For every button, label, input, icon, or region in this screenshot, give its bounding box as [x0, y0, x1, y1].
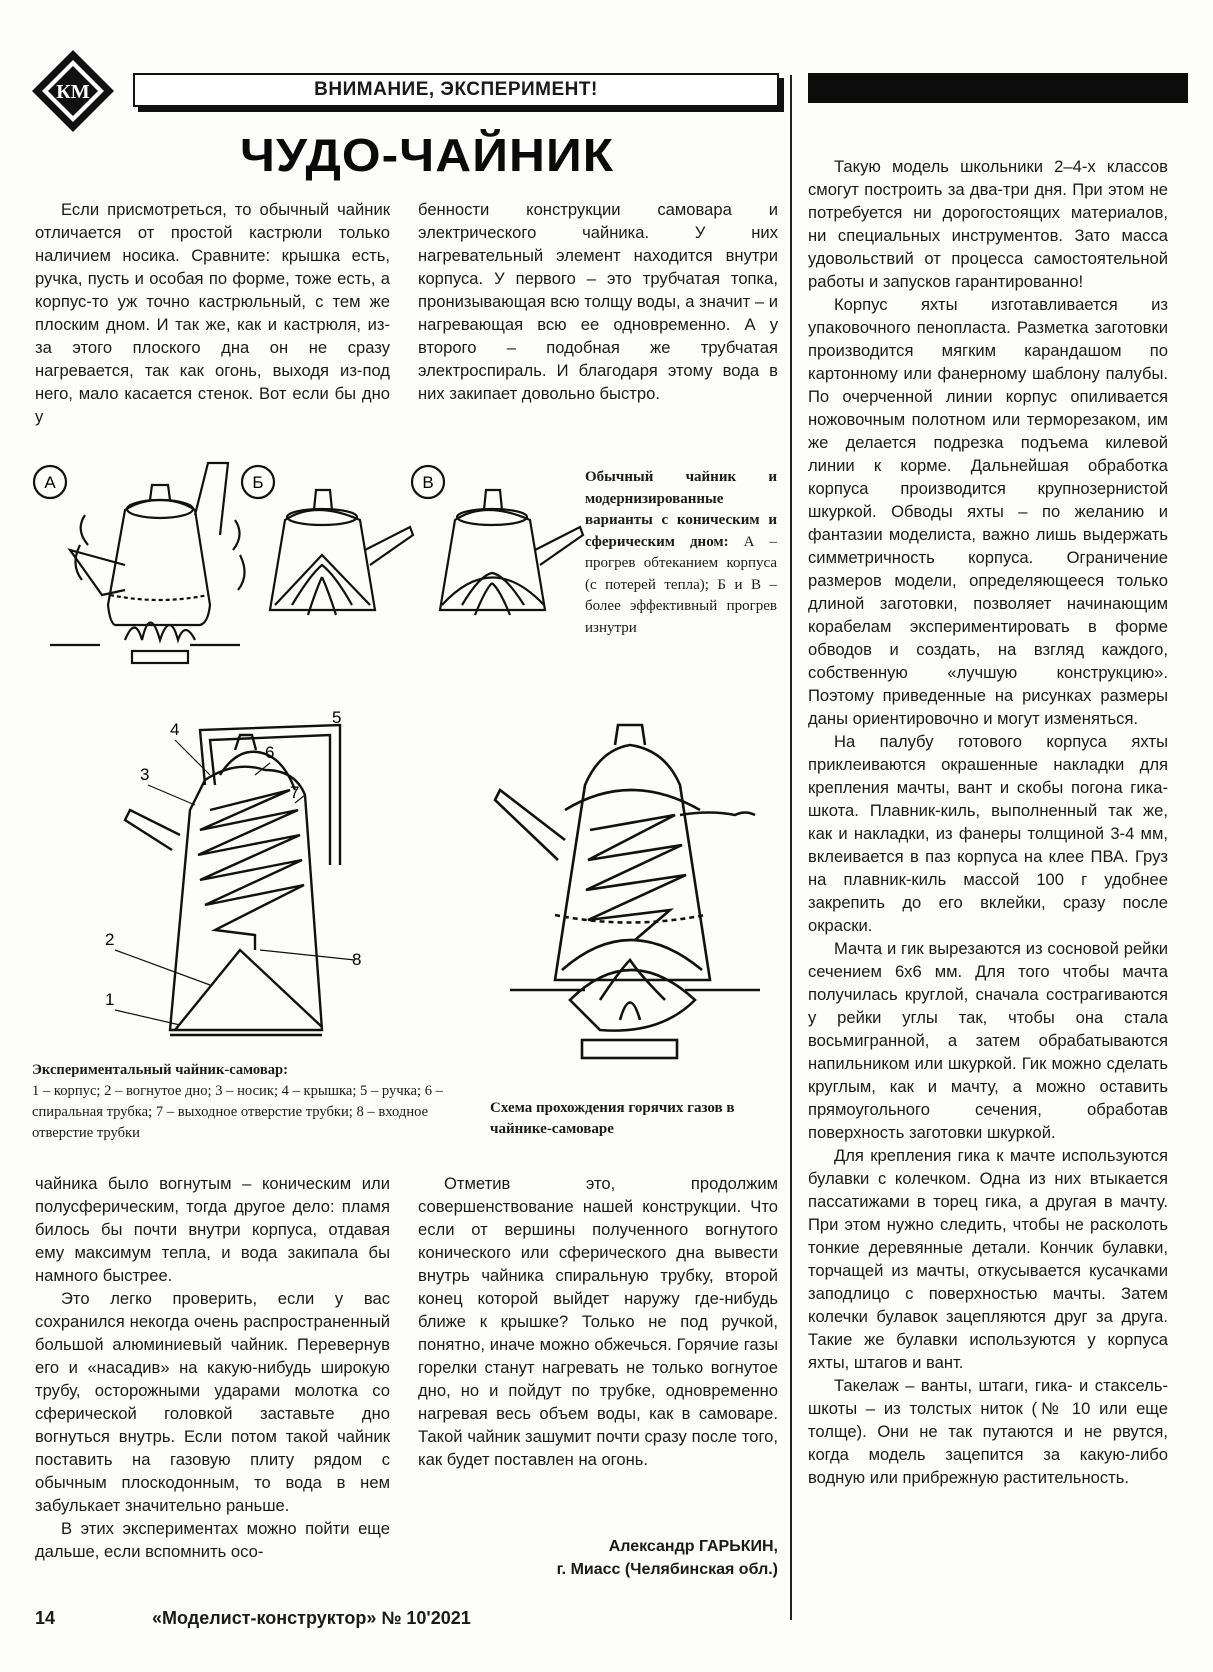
caption-bold: Экспериментальный чайник-самовар: [32, 1062, 289, 1078]
callout-3: 3 [140, 765, 150, 784]
paragraph: Такелаж – ванты, штаги, гика- и стаксель-шкоты – из толстых ниток (№ 10 или еще толще). Они не так путаются и не рвутся, когда модель зацепится за какую-либо водную или прибрежную растительность. [808, 1376, 1168, 1487]
callout-1: 1 [105, 990, 115, 1009]
figure-caption-samovar [32, 1060, 462, 1144]
paragraph: Мачта и гик вырезаются из сосновой рейки сечением 6х6 мм. Для того чтобы мачта получилась круглой, сначала сострагиваются у рейки углы так, чтобы она стала восьмигранной, а затем обрабатываются напильником или шкуркой. Гик можно сделать круглым, как и мачту, а можно оставить прямоугольного сечения, обработав поверхность заготовки шкуркой. [808, 939, 1168, 1142]
page-number: 14 [35, 1608, 56, 1628]
callout-2: 2 [105, 930, 115, 949]
article-title: ЧУДО-ЧАЙНИК [240, 129, 615, 181]
magazine-logo [30, 48, 116, 134]
callout-4: 4 [170, 720, 180, 739]
callout-6: 6 [265, 743, 275, 762]
callout-5: 5 [332, 708, 342, 727]
paragraph: На палубу готового корпуса яхты приклеиваются окрашенные накладки для крепления мачты, вант и скобы погона гика-шкота. Плавник-киль, выполненный так же, как и накладки, из фанеры толщиной 3-4 мм, вклеивается в паз корпуса на клее ПВА. Груз на плавник-киль массой 100 г удобнее закрепить до его вклейки, сразу после окраски. [808, 732, 1168, 935]
black-header-bar [808, 73, 1188, 103]
column-1-bottom [35, 1172, 390, 1563]
paragraph: бенности конструкции самовара и электрического чайника. У них нагревательный элемент находится внутри корпуса. У первого – это трубчатая топка, пронизывающая всю толщу воды, а значит – и нагревающая всю ее одновременно. А у второго – подобная же трубчатая электроспираль. И благодаря этому вода в них закипает довольно быстро. [418, 200, 778, 403]
kettles-abv-figure [30, 455, 580, 695]
column-divider [790, 75, 792, 1620]
column-1-top [35, 198, 390, 428]
column-2-top [418, 198, 778, 405]
column-2-bottom [418, 1172, 778, 1471]
author-signature [418, 1535, 778, 1581]
samovar-kettle-diagram [90, 708, 470, 1055]
hot-gas-flow-diagram [470, 700, 785, 1080]
paragraph: В этих экспериментах можно пойти еще дальше, если вспомнить осо- [35, 1519, 390, 1561]
callout-7: 7 [290, 783, 300, 802]
caption-text: А – прогрев обтеканием корпуса (с потерей тепла); Б и В – более эффективный прогрев изнутри [585, 533, 777, 636]
figure-caption-abv [585, 467, 777, 639]
caption-text: 1 – корпус; 2 – вогнутое дно; 3 – носик; 4 – крышка; 5 – ручка; 6 – спиральная трубка; 7 – выходное отверстие трубки; 8 – входное отверстие трубки [32, 1083, 443, 1141]
figure-label-v: В [422, 473, 434, 492]
paragraph: Такую модель школьники 2–4-х классов смогут построить за два-три дня. При этом не потребуется ни дорогостоящих материалов, ни специальных инструментов. Зато масса удовольствий от процесса самостоятельной работы и запусков гарантированно! [808, 157, 1168, 291]
paragraph: Это легко проверить, если у вас сохранился некогда очень распространенный большой алюминиевый чайник. Перевернув его и «насадив» на какую-нибудь широкую трубу, осторожными ударами молотка со сферической головкой заставьте дно вогнуться внутрь. Если потом такой чайник поставить на газовую плиту рядом с обычным плоскодонным, то вода в нем забулькает значительно раньше. [35, 1289, 390, 1515]
journal-name: «Моделист-конструктор» № 10'2021 [152, 1608, 471, 1628]
paragraph: Если присмотреться, то обычный чайник отличается от простой кастрюли только наличием носика. Сравните: крышка есть, ручка, пусть и особая по форме, тоже есть, а корпус-то уж точно кастрюльный, с тем же плоским дном. И так же, как и кастрюля, из-за этого плоского дна он не сразу нагревается, так как огонь, выходя из-под него, мало касается стенок. Вот если бы дно у [35, 200, 390, 426]
figure-caption-gas-flow: Схема прохождения горячих газов в чайнике-самоваре [490, 1100, 735, 1137]
author-place: г. Миасс (Челябинская обл.) [556, 1561, 778, 1578]
figure-label-a: А [44, 473, 56, 492]
section-banner: ВНИМАНИЕ, ЭКСПЕРИМЕНТ! [133, 73, 779, 107]
paragraph: чайника было вогнутым – коническим или полусферическим, тогда другое дело: пламя билось бы почти внутри корпуса, отдавая ему максимум тепла, и вода закипала бы намного быстрее. [35, 1174, 390, 1285]
figure-label-b: Б [252, 473, 264, 492]
paragraph: Для крепления гика к мачте используются булавки с колечком. Одна из них втыкается пассатижами в торец гика, а другая в мачту. При этом нужно следить, чтобы не расколоть тонкие деревянные детали. Кончик булавки, торчащей из мачты, откусывается кусачками заподлицо с поверхностью мачты. Затем колечки булавок зацепляются друг за друга. Такие же булавки используются у корпуса яхты, штагов и вант. [808, 1146, 1168, 1372]
callout-8: 8 [352, 950, 362, 969]
author-name: Александр ГАРЬКИН, [608, 1538, 778, 1555]
column-3 [808, 155, 1168, 1489]
caption-bold: Обычный чайник и модернизированные варианты с коническим и сферическим дном: [585, 469, 777, 550]
logo-text: КМ [56, 81, 90, 103]
paragraph: Корпус яхты изготавливается из упаковочного пенопласта. Разметка заготовки производится мягким карандашом по картонному или фанерному шаблону палубы. По очерченной линии корпус опиливается ножовочным полотном или терморезаком, им же делается подрезка подъема килевой линии к корме. Дальнейшая обработка корпуса производится крупнозернистой шкуркой. Обводы яхты – по желанию и фантазии моделиста, важно лишь выдержать симметричность корпуса. Ограничение размеров модели, определяющееся только длиной заготовки, позволяет начинающим корабелам экспериментировать в форме обводов и создать, на взгляд каждого, собственную «лучшую конструкцию». Поэтому приведенные на рисунках размеры даны ориентировочно и могут изменяться. [808, 295, 1168, 728]
paragraph: Отметив это, продолжим совершенствование нашей конструкции. Что если от вершины полученного вогнутого конического или сферического дна вывести внутрь чайника спиральную трубку, второй конец которой выйдет наружу где-нибудь ближе к крышке? Только не под ручкой, понятно, иначе можно обжечься. Горячие газы горелки станут нагревать не только вогнутое дно, но и пойдут по трубке, одновременно нагревая весь объем воды, как в самоваре. Такой чайник зашумит почти сразу после того, как будет поставлен на огонь. [418, 1174, 778, 1469]
